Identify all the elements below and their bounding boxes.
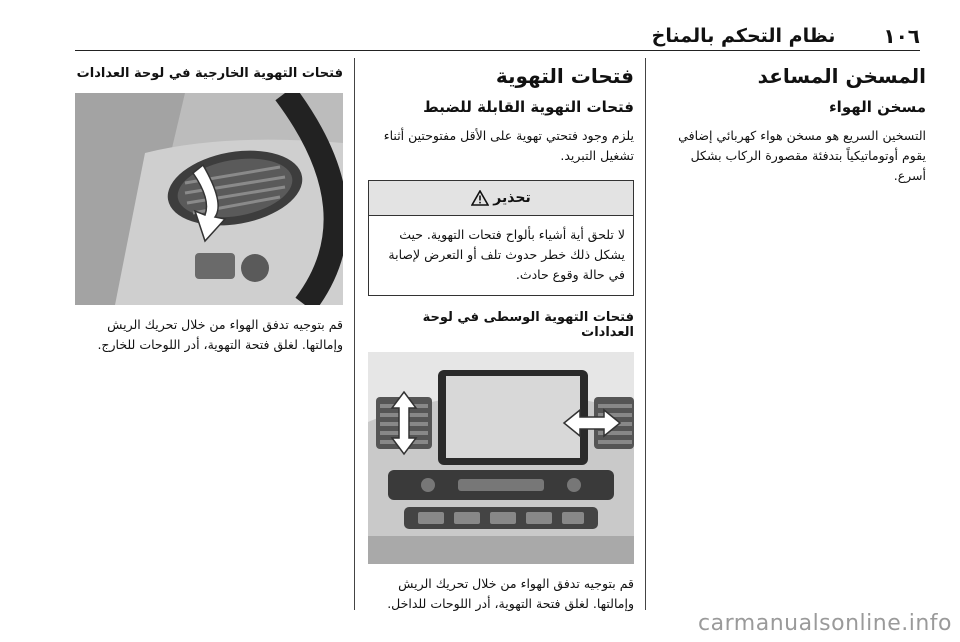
warning-label: تحذير bbox=[493, 190, 531, 206]
right-column bbox=[656, 58, 926, 186]
page-number: ١٠٦ bbox=[883, 24, 920, 48]
center-vents-caption: قم بتوجيه تدفق الهواء من خلال تحريك الريش وإمالتها. لغلق فتحة التهوية، أدر اللوحات للداخل. bbox=[387, 576, 634, 611]
side-vents-section-title: فتحات التهوية الخارجية في لوحة العدادات bbox=[76, 66, 343, 81]
left-column bbox=[75, 58, 343, 355]
middle-column bbox=[368, 58, 634, 614]
center-vents-photo bbox=[368, 352, 634, 564]
column-divider-left bbox=[354, 58, 355, 610]
auxiliary-heater-title: المسخن المساعد bbox=[757, 64, 926, 88]
watermark: carmanualsonline.info bbox=[698, 611, 952, 636]
warning-text: لا تلحق أية أشياء بألواح فتحات التهوية. حيث يشكل ذلك خطر حدوث تلف أو التعرض لإصابة في حالة وقوع حادث. bbox=[388, 227, 625, 282]
warning-header bbox=[369, 181, 633, 216]
air-heater-subtitle: مسخن الهواء bbox=[829, 98, 926, 116]
header-divider bbox=[75, 50, 920, 51]
warning-triangle-icon bbox=[471, 190, 489, 206]
adjustable-vents-intro: يلزم وجود فتحتي تهوية على الأقل مفتوحتين أثناء تشغيل التبريد. bbox=[383, 128, 634, 163]
column-divider-right bbox=[645, 58, 646, 610]
side-vents-photo bbox=[75, 93, 343, 305]
air-heater-body: التسخين السريع هو مسخن هواء كهربائي إضافي يقوم أوتوماتيكياً بتدفئة مقصورة الركاب بشكل أسرع. bbox=[678, 128, 926, 183]
side-vents-caption: قم بتوجيه تدفق الهواء من خلال تحريك الريش وإمالتها. لغلق فتحة التهوية، أدر اللوحات للخارج. bbox=[97, 317, 343, 352]
page-header-title: نظام التحكم بالمناخ bbox=[651, 25, 836, 47]
center-vents-section-title: فتحات التهوية الوسطى في لوحة العدادات bbox=[422, 310, 634, 340]
warning-box bbox=[368, 180, 634, 296]
air-vents-title: فتحات التهوية bbox=[495, 64, 634, 88]
page-header bbox=[40, 22, 920, 50]
adjustable-vents-subtitle: فتحات التهوية القابلة للضبط bbox=[423, 98, 634, 116]
